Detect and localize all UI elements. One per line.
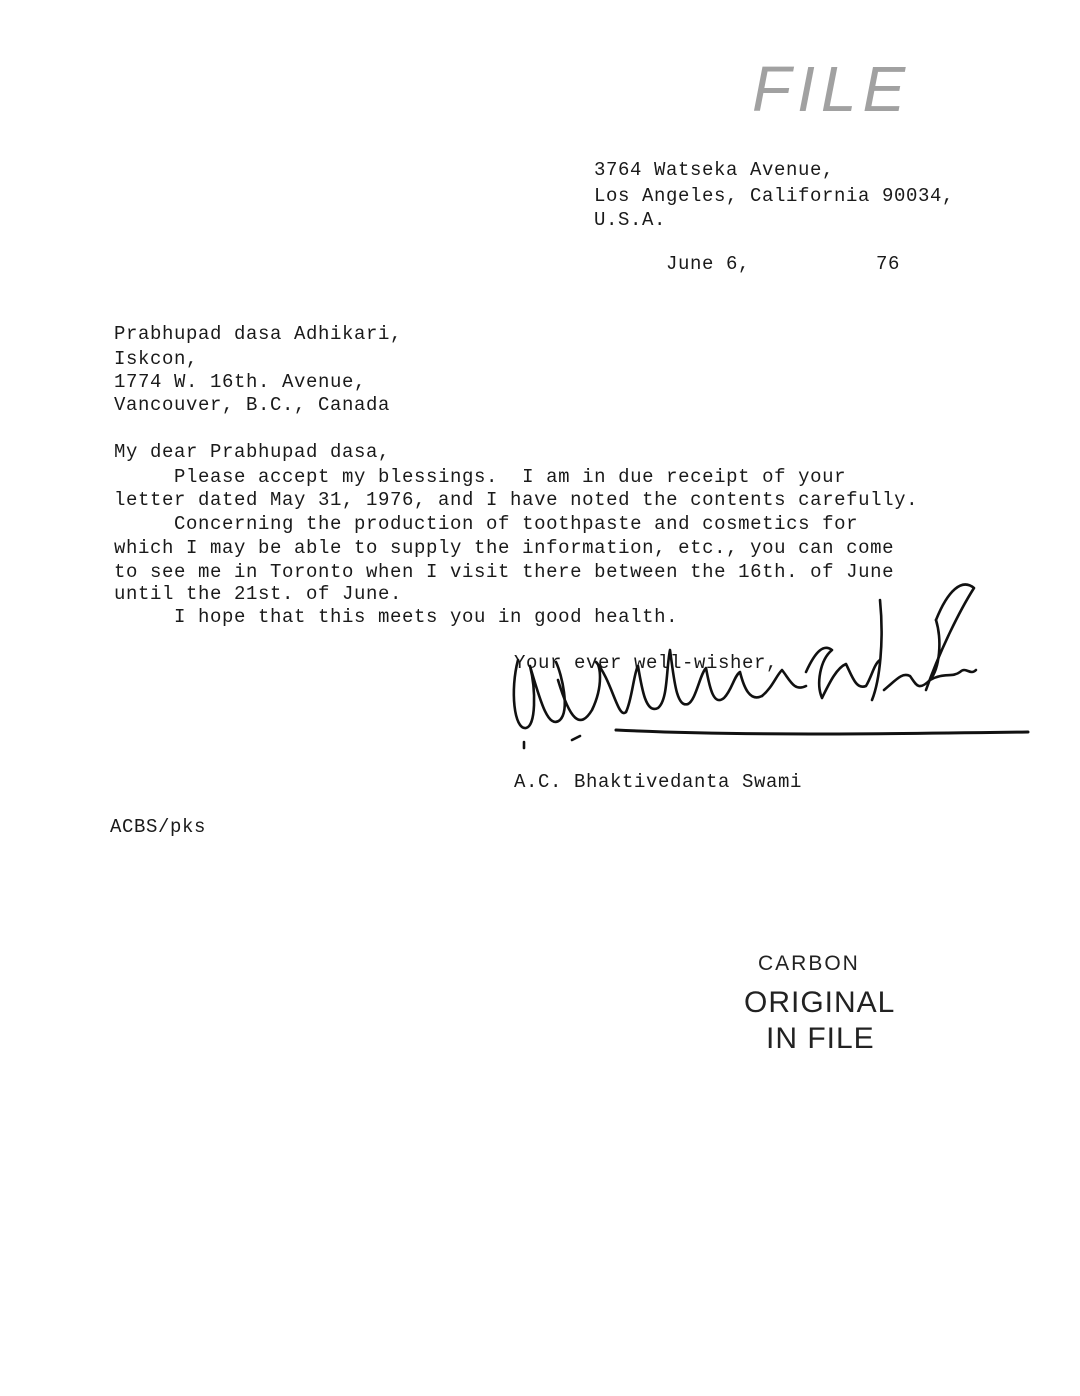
- handwritten-signature: [500, 580, 1040, 750]
- closing: Your ever well-wisher,: [514, 652, 779, 674]
- body-line: letter dated May 31, 1976, and I have noted the contents carefully.: [114, 489, 919, 511]
- sender-address-line-1: 3764 Watseka Avenue,: [594, 159, 835, 181]
- body-line: I hope that this meets you in good health.: [114, 606, 679, 628]
- recipient-city: Vancouver, B.C., Canada: [114, 394, 391, 416]
- body-line: Concerning the production of toothpaste and cosmetics for: [114, 513, 859, 535]
- recipient-name: Prabhupad dasa Adhikari,: [114, 323, 403, 345]
- sender-address-line-2: Los Angeles, California 90034,: [594, 185, 955, 207]
- body-line: Please accept my blessings. I am in due receipt of your: [114, 466, 847, 488]
- carbon-stamp-line-1: CARBON: [758, 952, 860, 975]
- salutation: My dear Prabhupad dasa,: [114, 441, 391, 463]
- carbon-stamp-line-3: IN FILE: [766, 1022, 875, 1055]
- letter-year: 76: [876, 253, 901, 275]
- body-line: until the 21st. of June.: [114, 583, 403, 605]
- signature-name: A.C. Bhaktivedanta Swami: [514, 771, 803, 793]
- reference-initials: ACBS/pks: [110, 816, 207, 838]
- body-line: to see me in Toronto when I visit there between the 16th. of June: [114, 561, 895, 583]
- recipient-org: Iskcon,: [114, 348, 199, 370]
- recipient-street: 1774 W. 16th. Avenue,: [114, 371, 367, 393]
- letter-date: June 6,: [666, 253, 751, 275]
- sender-address-line-3: U.S.A.: [594, 209, 667, 231]
- body-line: which I may be able to supply the information, etc., you can come: [114, 537, 895, 559]
- file-stamp: FILE: [752, 53, 912, 125]
- carbon-stamp-line-2: ORIGINAL: [744, 986, 896, 1019]
